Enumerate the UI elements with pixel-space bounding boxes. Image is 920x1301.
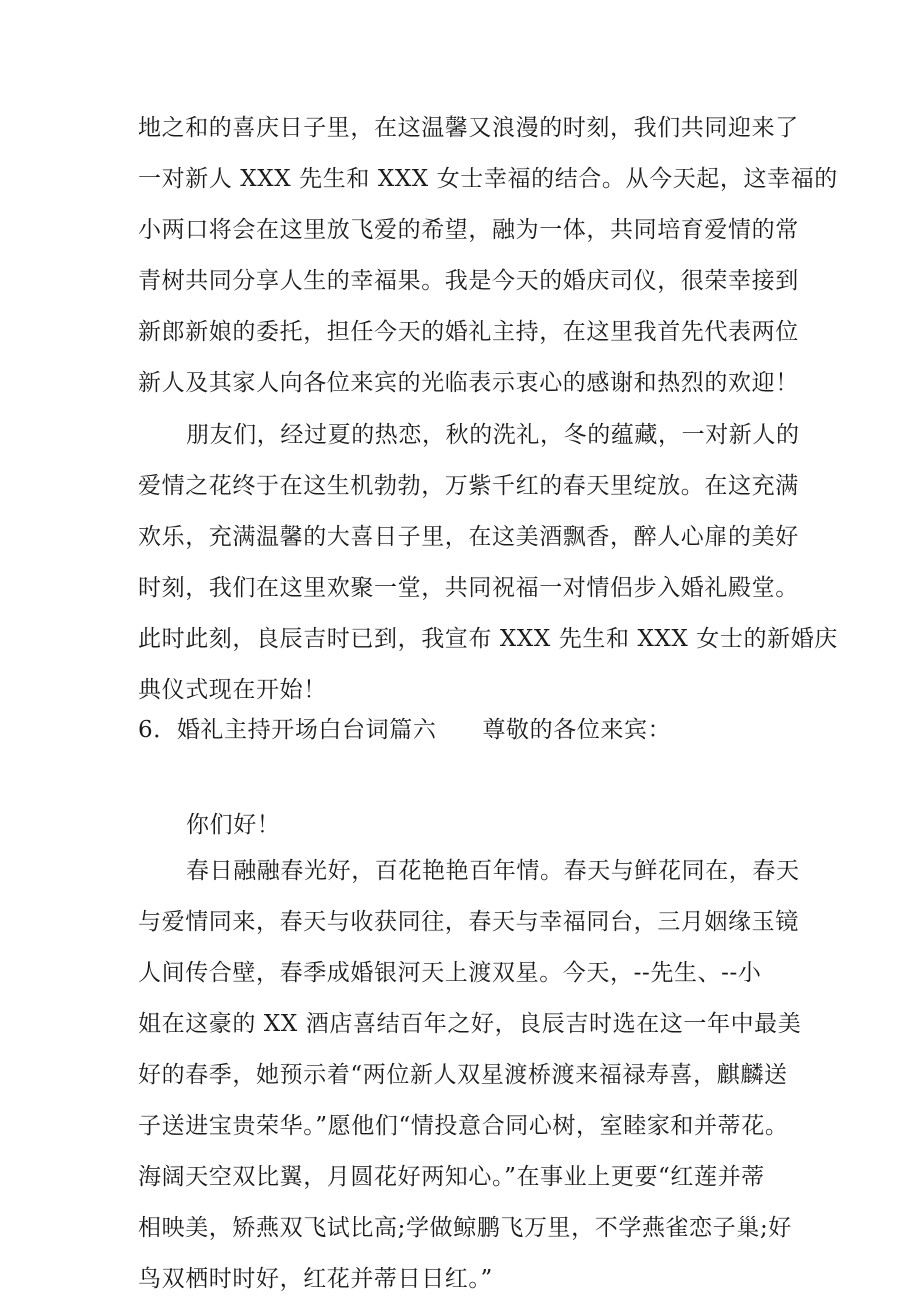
text-line: 此时此刻，良辰吉时已到，我宣布 XXX 先生和 XXX 女士的新婚庆 <box>138 626 838 652</box>
text-line: 小两口将会在这里放飞爱的希望，融为一体，共同培育爱情的常 <box>138 217 799 243</box>
text-line: 典仪式现在开始！ <box>138 677 327 703</box>
section-heading-row <box>138 715 671 745</box>
text-line: 子送进宝贵荣华。”愿他们“情投意合同心树，室睦家和并蒂花。 <box>138 1113 789 1139</box>
text-line: 青树共同分享人生的幸福果。我是今天的婚庆司仪，很荣幸接到 <box>138 268 799 294</box>
text-line: 海阔天空双比翼，月圆花好两知心。”在事业上更要“红莲并蒂 <box>138 1164 765 1190</box>
text-line: 一对新人 XXX 先生和 XXX 女士幸福的结合。从今天起，这幸福的 <box>138 166 838 192</box>
text-line: 欢乐，充满温馨的大喜日子里，在这美酒飘香，醉人心扉的美好 <box>138 524 799 550</box>
text-line: 姐在这豪的 XX 酒店喜结百年之好，良辰吉时选在这一年中最美 <box>138 1011 802 1037</box>
section-heading: 6．婚礼主持开场白台词篇六 <box>138 717 437 743</box>
text-line: 朋友们，经过夏的热恋，秋的洗礼，冬的蕴藏，一对新人的 <box>186 422 800 448</box>
text-line: 好的春季，她预示着“两位新人双星渡桥渡来福禄寿喜，麒麟送 <box>138 1062 788 1088</box>
text-line: 地之和的喜庆日子里，在这温馨又浪漫的时刻，我们共同迎来了 <box>138 115 799 141</box>
text-line: 新郎新娘的委托，担任今天的婚礼主持，在这里我首先代表两位 <box>138 319 799 345</box>
text-line: 时刻，我们在这里欢聚一堂，共同祝福一对情侣步入婚礼殿堂。 <box>138 575 799 601</box>
text-line: 人间传合壁，春季成婚银河天上渡双星。今天，--先生、--小 <box>138 960 762 986</box>
text-line: 相映美，矫燕双飞试比高;学做鲸鹏飞万里，不学燕雀恋子巢;好 <box>138 1215 792 1241</box>
text-line: 新人及其家人向各位来宾的光临表示衷心的感谢和热烈的欢迎！ <box>138 370 799 396</box>
text-line: 与爱情同来，春天与收获同往，春天与幸福同台，三月姻缘玉镜 <box>138 909 799 935</box>
greeting: 你们好！ <box>186 812 281 838</box>
text-line: 春日融融春光好，百花艳艳百年情。春天与鲜花同在，春天 <box>186 858 800 884</box>
salutation: 尊敬的各位来宾： <box>482 717 672 743</box>
text-line: 鸟双栖时时好，红花并蒂日日红。” <box>138 1266 493 1292</box>
text-line: 爱情之花终于在这生机勃勃，万紫千红的春天里绽放。在这充满 <box>138 473 799 499</box>
